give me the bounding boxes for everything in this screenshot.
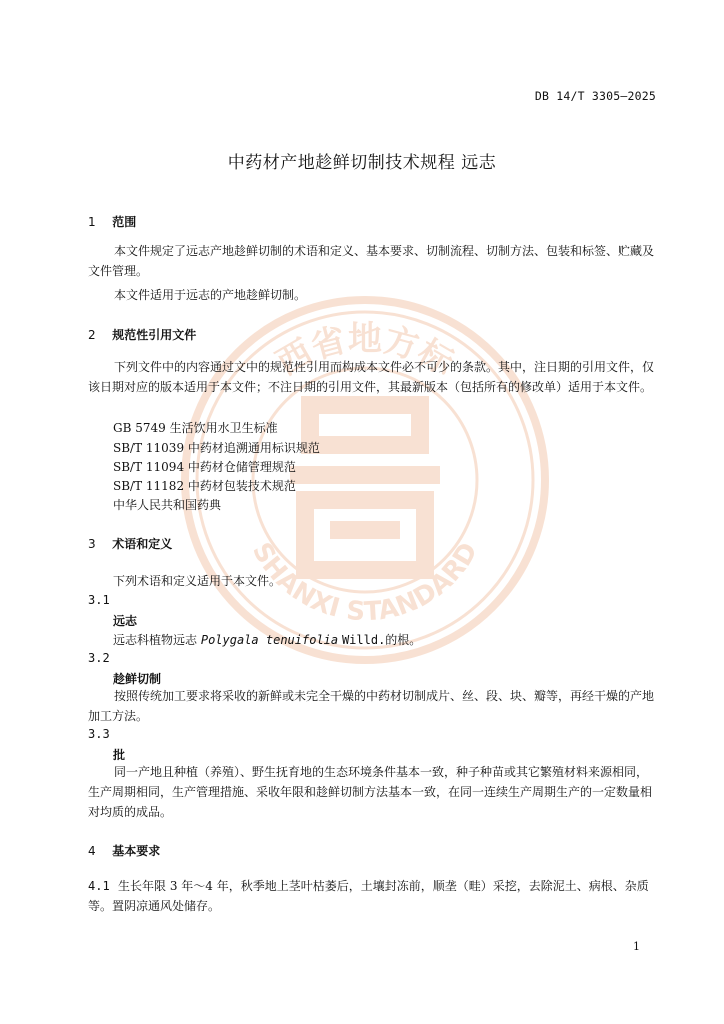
term-name: 趁鲜切制 bbox=[113, 672, 162, 686]
section-number: 1 bbox=[88, 215, 96, 229]
section-number: 3 bbox=[88, 537, 96, 551]
section-title: 术语和定义 bbox=[112, 537, 173, 551]
definition-text: 远志科植物远志 bbox=[113, 633, 198, 647]
term-number: 3.3 bbox=[88, 727, 110, 741]
term-definition: 同一产地且种植（养殖）、野生抚育地的生态环境条件基本一致，种子种苗或其它繁殖材料来源相同，生产周期相同，生产管理措施、采收年限和趁鲜切制方法基本一致，在同一连续生产周期生产的一定数量相对均质的成品。 bbox=[88, 765, 653, 819]
clause-number: 4.1 bbox=[88, 879, 110, 893]
standard-number: DB 14/T 3305—2025 bbox=[534, 89, 656, 103]
section-4-heading bbox=[88, 842, 160, 859]
document-title: 中药材产地趁鲜切制技术规程 远志 bbox=[227, 153, 497, 173]
term-definition: 按照传统加工要求将采收的新鲜或未完全干燥的中药材切制成片、丝、段、块、瓣等，再经干燥的产地加工方法。 bbox=[88, 689, 655, 723]
reference-item: SB/T 11094 中药材仓储管理规范 bbox=[113, 460, 296, 474]
terms-intro: 下列术语和定义适用于本文件。 bbox=[113, 574, 282, 588]
page-number: 1 bbox=[633, 940, 640, 953]
scope-paragraph-2: 本文件适用于远志的产地趁鲜切制。 bbox=[114, 288, 307, 302]
latin-name: Polygala tenuifolia bbox=[200, 633, 339, 647]
term-definition bbox=[113, 631, 421, 648]
seal-bottom-text: SHANXI STANDARD bbox=[245, 537, 485, 628]
term-name: 远志 bbox=[113, 614, 138, 628]
section-title: 规范性引用文件 bbox=[112, 328, 197, 342]
section-3-heading bbox=[88, 535, 172, 552]
reference-item: SB/T 11182 中药材包装技术规范 bbox=[113, 479, 296, 493]
section-title: 基本要求 bbox=[112, 844, 161, 858]
reference-item: 中华人民共和国药典 bbox=[113, 498, 222, 512]
clause-4-1 bbox=[88, 876, 656, 916]
section-number: 2 bbox=[88, 328, 96, 342]
section-1-heading bbox=[88, 213, 136, 230]
term-number: 3.2 bbox=[88, 651, 110, 665]
term-number: 3.1 bbox=[88, 593, 110, 607]
seal-top-text: 西省地方标 bbox=[269, 319, 461, 384]
scope-paragraph-1: 本文件规定了远志产地趁鲜切制的术语和定义、基本要求、切制流程、切制方法、包装和标签、贮藏及文件管理。 bbox=[88, 244, 655, 278]
reference-item: GB 5749 生活饮用水卫生标准 bbox=[113, 421, 278, 435]
reference-item: SB/T 11039 中药材追溯通用标识规范 bbox=[113, 441, 320, 455]
section-2-heading bbox=[88, 326, 196, 343]
references-intro: 下列文件中的内容通过文中的规范性引用而构成本文件必不可少的条款。其中，注日期的引用文件，仅该日期对应的版本适用于本文件；不注日期的引用文件，其最新版本（包括所有的修改单）适用于本文件。 bbox=[88, 360, 655, 394]
section-title: 范围 bbox=[112, 215, 137, 229]
clause-text: 生长年限 3 年～4 年，秋季地上茎叶枯萎后，土壤封冻前，顺垄（畦）采挖，去除泥土、病根、杂质等。置阴凉通风处储存。 bbox=[88, 879, 649, 913]
term-name: 批 bbox=[113, 748, 126, 762]
definition-text: Willd.的根。 bbox=[341, 633, 422, 647]
section-number: 4 bbox=[88, 844, 96, 858]
